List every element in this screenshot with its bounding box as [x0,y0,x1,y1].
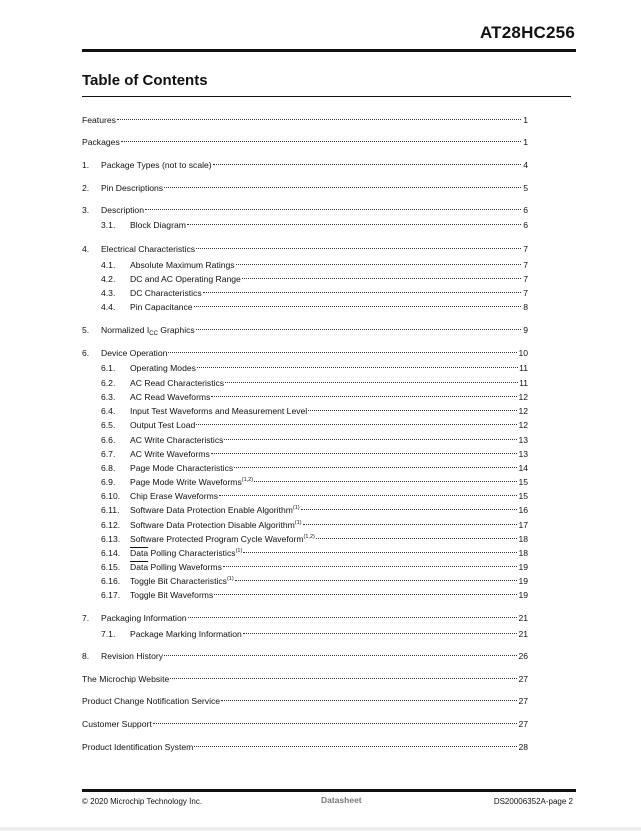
toc-entry-number: 6.4. [101,406,116,416]
toc-page-number: 27 [518,674,528,684]
toc-entry-title [101,346,167,360]
toc-page-number: 27 [518,696,528,706]
toc-entry-number: 6. [82,348,90,358]
dot-leader [308,410,517,411]
dot-leader [211,396,517,397]
toc-entry-title [130,433,223,447]
dot-leader [236,264,521,265]
toc-entry-title-text: Page Mode Characteristics [130,463,234,473]
toc-entry-line [130,300,528,314]
toc-entry-title-text: Pin Capacitance [130,302,193,312]
toc-entry-number: 6.11. [101,505,120,515]
dot-leader [170,678,517,679]
dot-leader [196,424,517,425]
toc-entry[interactable] [82,181,528,195]
toc-entry[interactable] [82,390,528,404]
toc-entry[interactable] [82,323,528,337]
toc-entry-number: 6.5. [101,420,116,430]
toc-entry[interactable] [82,258,528,272]
toc-page-number: 15 [518,477,528,487]
toc-entry-title-text: Chip Erase Waveforms [130,491,219,501]
toc-entry-title [82,740,193,754]
toc-page-number: 19 [518,562,528,572]
footnote-reference: (1,2) [303,534,315,540]
toc-page-number: 4 [523,160,528,170]
toc-entry-title [130,258,235,272]
toc-page-number: 28 [518,742,528,752]
toc-page-number: 21 [518,629,528,639]
toc-entry-title-text: Operating Modes [130,363,196,373]
toc-entry[interactable] [82,272,528,286]
toc-page-number: 9 [523,325,528,335]
toc-entry-line [101,346,528,360]
toc-entry[interactable] [82,740,528,754]
toc-entry-title [130,376,224,390]
toc-entry-line [130,627,528,641]
toc-entry-title [101,611,187,625]
toc-entry-title [101,203,144,217]
toc-entry-number: 6.14. [101,548,121,558]
toc-entry-title-text: Software Protected Program Cycle Waveform [130,534,304,544]
toc-entry-title-text: AC Write Waveforms [130,449,210,459]
toc-entry[interactable] [82,611,528,625]
toc-entry-title-text: AC Read Characteristics [130,378,225,388]
toc-page-number: 1 [523,137,528,147]
toc-entry-title [130,489,218,503]
toc-entry-number: 4.1. [101,260,116,270]
toc-entry[interactable] [82,560,528,574]
toc-entry-title [130,518,302,532]
toc-entry-title [130,574,234,588]
toc-page-number: 11 [519,378,528,388]
toc-heading: Table of Contents [82,72,208,89]
toc-heading-rule [82,96,571,97]
toc-entry-title-text: Description [101,205,144,215]
toc-entry-line [101,242,528,256]
toc-entry-number: 6.12. [101,520,121,530]
dot-leader [188,617,518,618]
toc-entry-title-text: Package Types (not to scale) [101,160,212,170]
toc-page-number: 12 [518,406,528,416]
toc-entry-title-text: DC Characteristics [130,288,202,298]
dot-leader [223,566,518,567]
toc-entry-number: 6.9. [101,477,116,487]
toc-entry-title-text: Features [82,115,116,125]
toc-entry-line [82,113,528,127]
toc-entry-line [130,376,528,390]
dot-leader [121,141,521,142]
toc-page-number: 18 [518,534,528,544]
toc-entry-title [130,361,196,375]
toc-entry-title-text: Software Data Protection Enable Algorithm [130,505,293,515]
dot-leader [225,382,518,383]
toc-entry[interactable] [82,461,528,475]
toc-entry-line [130,258,528,272]
toc-entry[interactable] [82,286,528,300]
toc-entry-line [130,574,528,588]
toc-entry[interactable] [82,672,528,686]
toc-entry[interactable] [82,649,528,663]
footnote-reference: (1) [235,548,243,554]
subscript: CC [149,331,158,337]
toc-entry[interactable] [82,503,528,517]
toc-entry-title-text: AC Read Waveforms [130,392,211,402]
toc-entry-title-text: Product Change Notification Service [82,696,221,706]
toc-entry-line [82,694,528,708]
toc-entry-title-text: Pin Descriptions [101,183,164,193]
toc-entry-line [101,649,528,663]
toc-entry[interactable] [82,113,528,127]
toc-entry-line [130,489,528,503]
toc-entry-line [130,461,528,475]
toc-entry-title [130,627,242,641]
toc-page-number: 19 [518,576,528,586]
dot-leader [221,700,517,701]
toc-entry-title-text: DC and AC Operating Range [130,274,241,284]
dot-leader [153,723,518,724]
dot-leader [196,248,521,249]
toc-entry-line [130,503,528,517]
toc-entry[interactable] [82,242,528,256]
toc-entry-title [130,461,233,475]
toc-entry-line [130,588,528,602]
toc-entry-title [101,323,195,337]
toc-entry-number: 4. [82,244,90,254]
toc-entry-number: 6.13. [101,534,121,544]
toc-entry-number: 3. [82,205,90,215]
toc-page-number: 17 [518,520,528,530]
toc-entry-title-text: Electrical Characteristics [101,244,196,254]
toc-entry-title [130,532,315,546]
toc-entry-number: 8. [82,651,90,661]
toc-page-number: 13 [518,449,528,459]
toc-entry[interactable] [82,717,528,731]
toc-entry-line [82,135,528,149]
toc-entry-line [82,717,528,731]
toc-page-number: 21 [518,613,528,623]
toc-entry[interactable] [82,218,528,232]
toc-entry[interactable] [82,574,528,588]
toc-entry-title [130,503,300,517]
overlined-text: Data [130,562,149,572]
toc-entry-title [130,300,193,314]
toc-entry-title-text: Block Diagram [130,220,186,230]
toc-page-number: 12 [518,392,528,402]
toc-entry-number: 6.1. [101,363,116,373]
dot-leader [301,509,518,510]
toc-entry-number: 7.1. [101,629,116,639]
toc-entry-title [130,475,253,489]
toc-entry-title-text: Absolute Maximum Ratings [130,260,235,270]
toc-entry-number: 6.10. [101,491,121,501]
dot-leader [194,306,521,307]
dot-leader [303,524,518,525]
toc-entry[interactable] [82,627,528,641]
toc-page-number: 5 [523,183,528,193]
dot-leader [316,538,518,539]
toc-entry-title [130,390,210,404]
toc-entry-line [82,672,528,686]
toc-entry-line [130,518,528,532]
toc-entry-title [101,649,163,663]
toc-page-number: 18 [518,548,528,558]
footnote-reference: (1) [226,576,234,582]
dot-leader [117,119,521,120]
toc-entry-title-text: Output Test Load [130,420,196,430]
toc-entry-line [101,203,528,217]
toc-entry-title [101,181,163,195]
toc-entry-title-text: Packaging Information [101,613,187,623]
toc-entry-title [82,135,120,149]
toc-entry-number: 6.17. [101,590,121,600]
toc-entry-line [130,361,528,375]
dot-leader [219,495,517,496]
dot-leader [213,164,521,165]
toc-entry-line [101,611,528,625]
footnote-reference: (1) [294,520,302,526]
toc-entry-line [101,158,528,172]
dot-leader [196,329,521,330]
toc-page-number: 10 [518,348,528,358]
toc-entry-title-text: Software Data Protection Disable Algorithm [130,520,295,530]
dot-leader [194,746,517,747]
toc-entry[interactable] [82,588,528,602]
toc-page-number: 13 [518,435,528,445]
toc-entry[interactable] [82,546,528,560]
dot-leader [168,352,517,353]
toc-entry-number: 1. [82,160,90,170]
toc-entry[interactable] [82,518,528,532]
toc-entry-number: 6.7. [101,449,116,459]
toc-entry-number: 6.15. [101,562,121,572]
footer-rule [82,789,576,792]
toc-entry-line [130,433,528,447]
toc-page-number: 14 [518,463,528,473]
dot-leader [145,209,521,210]
toc-page-number: 19 [518,590,528,600]
toc-page-number: 7 [523,244,528,254]
toc-entry[interactable] [82,694,528,708]
toc-entry-title [130,418,195,432]
toc-page-number: 16 [518,505,528,515]
toc-entry[interactable] [82,361,528,375]
toc-entry-title [82,717,152,731]
toc-entry-number: 4.4. [101,302,116,312]
toc-entry-number: 4.3. [101,288,116,298]
toc-entry-line [130,560,528,574]
dot-leader [164,655,517,656]
toc-entry-title-text: Customer Support [82,719,152,729]
dot-leader [234,467,517,468]
toc-page-number: 26 [518,651,528,661]
toc-entry-title-text: AC Write Characteristics [130,435,224,445]
toc-entry-line [130,272,528,286]
toc-page-number: 1 [523,115,528,125]
toc-entry-title [130,286,202,300]
toc-entry-title-text: Device Operation [101,348,168,358]
toc-entry-title [82,113,116,127]
toc-entry-title-text: Polling Waveforms [148,562,222,572]
toc-page-number: 7 [523,288,528,298]
dot-leader [224,439,517,440]
toc-entry-title-text: Polling Characteristics [148,548,236,558]
toc-entry-number: 3.1. [101,220,116,230]
toc-entry[interactable] [82,158,528,172]
header-rule [82,49,576,52]
toc-entry-title [101,242,195,256]
toc-entry-title [130,218,186,232]
toc-entry-title-text: Revision History [101,651,164,661]
toc-page-number: 7 [523,260,528,270]
toc-entry[interactable] [82,135,528,149]
toc-entry-title-text: Packages [82,137,120,147]
toc-entry-title [130,560,222,574]
toc-entry-number: 6.8. [101,463,116,473]
footer-copyright: © 2020 Microchip Technology Inc. [82,797,203,806]
toc-page-number: 6 [523,220,528,230]
page-bottom-edge [0,827,641,831]
footer-doc-type: Datasheet [321,795,362,805]
dot-leader [235,580,518,581]
dot-leader [243,633,518,634]
toc-page-number: 12 [518,420,528,430]
dot-leader [254,481,517,482]
toc-entry-line [130,404,528,418]
toc-page-number: 6 [523,205,528,215]
overlined-text: Data [130,548,149,558]
toc-entry[interactable] [82,433,528,447]
toc-entry[interactable] [82,203,528,217]
toc-entry-line [130,418,528,432]
dot-leader [164,187,521,188]
toc-entry-title-text: The Microchip Website [82,674,170,684]
footer-page-ref: DS20006352A-page 2 [493,797,573,806]
toc-entry-number: 6.6. [101,435,116,445]
toc-entry-line [82,740,528,754]
toc-entry-line [130,286,528,300]
toc-entry-title-text: Package Marking Information [130,629,242,639]
toc-entry-title-text: Normalized I [101,325,150,335]
toc-entry-title [130,272,241,286]
toc-entry-line [130,532,528,546]
toc-entry-title-text: Toggle Bit Characteristics [130,576,227,586]
footnote-reference: (1,2) [241,477,254,483]
toc-entry-number: 6.16. [101,576,121,586]
toc-entry-title [82,694,220,708]
toc-entry[interactable] [82,489,528,503]
toc-entry-number: 4.2. [101,274,116,284]
toc-page-number: 7 [523,274,528,284]
dot-leader [243,552,517,553]
toc-entry[interactable] [82,418,528,432]
toc-entry-line [130,390,528,404]
toc-entry-line [130,475,528,489]
toc-entry[interactable] [82,346,528,360]
dot-leader [203,292,521,293]
toc-entry-title-text: Toggle Bit Waveforms [130,590,214,600]
dot-leader [187,224,521,225]
toc-entry-title [130,588,213,602]
dot-leader [211,453,518,454]
toc-page-number: 8 [523,302,528,312]
document-title: AT28HC256 [479,23,575,42]
toc-entry-line [130,546,528,560]
toc-entry-number: 6.2. [101,378,116,388]
toc-entry[interactable] [82,475,528,489]
toc-entry-line [101,323,528,337]
toc-entry-title [101,158,212,172]
toc-entry-title-text: Input Test Waveforms and Measurement Level [130,406,308,416]
toc-page-number: 27 [518,719,528,729]
toc-entry-title-suffix: Graphics [157,325,195,335]
toc-entry-number: 2. [82,183,90,193]
toc-entry-number: 5. [82,325,90,335]
toc-entry-title [82,672,169,686]
toc-page-number: 11 [519,363,528,373]
toc-entry-title-text: Page Mode Write Waveforms [130,477,242,487]
toc-entry[interactable] [82,447,528,461]
toc-entry-title [130,546,242,560]
toc-entry[interactable] [82,376,528,390]
dot-leader [242,278,521,279]
dot-leader [197,367,518,368]
toc-entry-line [130,218,528,232]
toc-entry-line [101,181,528,195]
toc-page-number: 15 [518,491,528,501]
toc-entry-number: 6.3. [101,392,116,402]
toc-entry-title [130,447,210,461]
toc-entry-title-text: Product Identification System [82,742,194,752]
footnote-reference: (1) [292,505,300,511]
toc-entry[interactable] [82,300,528,314]
toc-entry-number: 7. [82,613,90,623]
toc-entry-title [130,404,307,418]
dot-leader [214,594,517,595]
toc-entry-line [130,447,528,461]
toc-entry[interactable] [82,404,528,418]
toc-entry[interactable] [82,532,528,546]
